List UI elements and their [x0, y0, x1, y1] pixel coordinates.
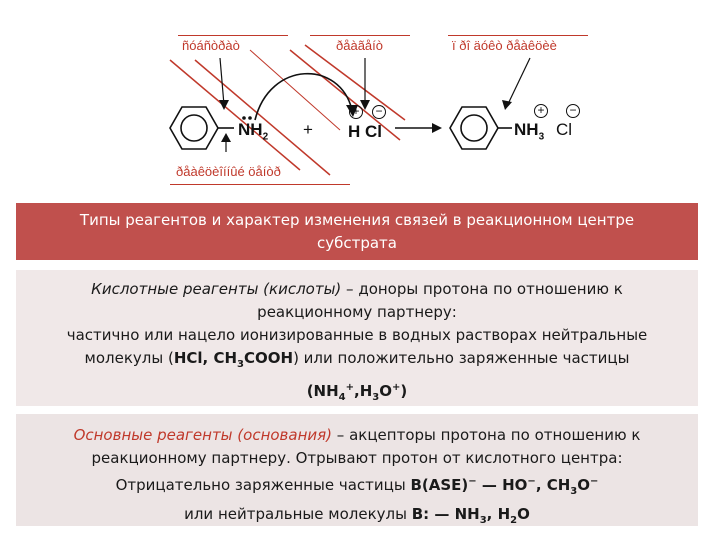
base-line-2: реакционному партнеру. Отрывают протон от кислотного центра: — [91, 449, 623, 467]
label-product: ï ðî äóêò ðåàêöèè — [452, 38, 557, 53]
reaction-scheme — [0, 0, 720, 200]
header-line-2: субстрата — [316, 234, 397, 252]
acid-line-1: Кислотные реагенты (кислоты) – доноры протона по отношению к — [91, 280, 623, 298]
base-line-3: Отрицательно заряженные частицы B(ASE)− — HO−, $CH_3O^-$ — [115, 476, 599, 497]
acid-reagents-block — [16, 270, 698, 406]
reactant-amino-group: $NH_2$ — [238, 120, 269, 143]
base-line-4: или нейтральные молекулы B: — $NH_3$, $H_2O$ — [184, 505, 530, 526]
plus-sign: + — [303, 120, 313, 139]
reagent-hcl: H Cl — [348, 122, 382, 141]
reagent-minus-charge: − — [372, 105, 386, 119]
product-ammonium: $NH_3$ — [514, 120, 545, 143]
base-line-1: Основные реагенты (основания) – акцепторы протона по отношению к — [73, 426, 641, 444]
label-reaction-center: ðåàêöèîííûé öåíòð — [176, 164, 281, 179]
header-line-1: Типы реагентов и характер изменения связей в реакционном центре — [79, 211, 635, 229]
section-header — [16, 203, 698, 260]
base-reagents-block — [16, 414, 698, 526]
acid-line-4: молекулы (HCl, $CH_3COOH$) или положительно заряженные частицы — [84, 349, 630, 370]
acid-line-2: реакционному партнеру: — [257, 303, 457, 321]
base-title: Основные реагенты (основания) — [73, 426, 333, 444]
product-minus-charge: − — [566, 104, 580, 118]
label-substrate: ñóáñòðàò — [182, 38, 240, 53]
acid-title: Кислотные реагенты (кислоты) — [91, 280, 342, 298]
label-reagent: ðåàãåíò — [336, 38, 383, 53]
product-chloride: Cl — [556, 120, 573, 139]
acid-line-5: $(NH_4^+,H_3O^+)$ — [306, 382, 408, 403]
product-plus-charge: + — [534, 104, 548, 118]
reagent-plus-charge: + — [349, 105, 363, 119]
acid-line-3: частично или нацело ионизированные в водных растворах нейтральные — [66, 326, 648, 344]
